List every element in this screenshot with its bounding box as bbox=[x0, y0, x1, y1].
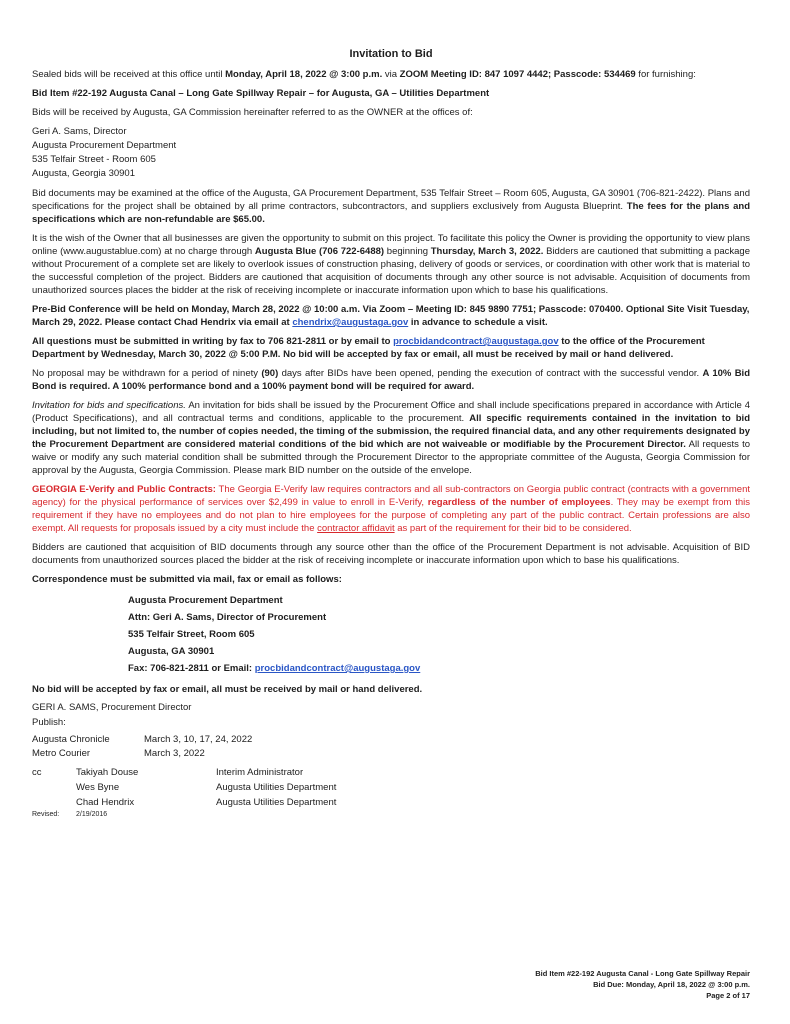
address-line: 535 Telfair Street - Room 605 bbox=[32, 154, 156, 165]
caution-paragraph: Bidders are cautioned that acquisition of BID documents through any source other than the office of the Procurement Department is not advisable. Acquisition of BID documents from unauthorized sources placed the bidder at the risk of receiving incomplete or inaccurate information upon which to base his qualifications. bbox=[32, 542, 750, 566]
text: Bid documents may be examined at the office of the Augusta, GA Procurement Department, 535 Telfair Street – Room 605, Augusta, GA 30901 (706-821-2422). Plans and specifications for the project shall be obtained by all prime contractors, subcontractors, and suppliers exclusively from Augusta Blueprint. bbox=[32, 188, 750, 212]
address-line: Augusta, GA 30901 bbox=[128, 646, 215, 657]
text: Sealed bids will be received at this office until bbox=[32, 69, 226, 80]
address-line: Augusta Procurement Department bbox=[128, 595, 283, 606]
text: Fax: 706-821-2811 or Email: bbox=[128, 663, 255, 674]
signer-name: GERI A. SAMS, Procurement Director bbox=[32, 702, 192, 713]
text: via bbox=[382, 69, 400, 80]
bid-documents-paragraph bbox=[32, 187, 750, 226]
bond-requirements: A 10% Bid Bond is required. A 100% performance bond and a 100% payment bond will be required for award. bbox=[32, 368, 750, 392]
page-number: Page 2 of 17 bbox=[706, 991, 750, 1000]
publication-dates: March 3, 2022 bbox=[144, 748, 205, 759]
text: Bidders are cautioned that submitting a package without Procurement of a complete set are likely to overlook issues of construction phasing, delivery of goods or services, or coordination with other work that is material to the successful completion of the project. Bidders are cautioned that acquisition of documents through any other source is not advisable. Acquisition of documents from unauthorized sources places the bidder at the risk of receiving incomplete or inaccurate information upon which to base his qualifications. bbox=[32, 246, 750, 296]
correspondence-heading: Correspondence must be submitted via mail, fax or email as follows: bbox=[32, 574, 342, 585]
cc-spacer bbox=[32, 795, 76, 810]
fax-email-line bbox=[128, 660, 750, 677]
publication-name: Augusta Chronicle bbox=[32, 734, 110, 745]
cc-row bbox=[32, 765, 750, 780]
text: days after BIDs have been opened, pending the execution of contract with the successful vendor. bbox=[278, 368, 703, 379]
text: No proposal may be withdrawn for a period of ninety bbox=[32, 368, 262, 379]
cc-title: Augusta Utilities Department bbox=[216, 797, 337, 808]
zoom-meeting-info: ZOOM Meeting ID: 847 1097 4442; Passcode: 534469 bbox=[399, 69, 636, 80]
cc-row bbox=[32, 780, 750, 795]
revised-note bbox=[32, 810, 750, 819]
address-line: Augusta Procurement Department bbox=[32, 140, 177, 151]
cc-list bbox=[32, 765, 750, 810]
correspondence-address bbox=[128, 592, 750, 677]
publication-name: Metro Courier bbox=[32, 748, 91, 759]
address-line: Attn: Geri A. Sams, Director of Procurement bbox=[128, 612, 327, 623]
text: All requests to waive or modify any such material condition shall be submitted through the Procurement Director to the appropriate committee of the Augusta, Georgia Commission for approval by the Augusta, Georgia Commission. Please mark BID number on the outside of the envelope. bbox=[32, 439, 750, 476]
start-date: Thursday, March 3, 2022. bbox=[430, 246, 544, 257]
procurement-email-link[interactable]: procbidandcontract@augustaga.gov bbox=[393, 336, 559, 347]
chendrix-email-link[interactable]: chendrix@augustaga.gov bbox=[292, 317, 409, 328]
invitation-specs-paragraph bbox=[32, 399, 750, 477]
e-verify-heading: GEORGIA E-Verify and Public Contracts: bbox=[32, 484, 216, 495]
e-verify-paragraph bbox=[32, 483, 750, 535]
cc-title: Augusta Utilities Department bbox=[216, 782, 337, 793]
page-title: Invitation to Bid bbox=[349, 48, 433, 60]
text: in advance to schedule a visit. bbox=[408, 317, 548, 328]
publish-label: Publish: bbox=[32, 717, 66, 728]
address-line: Augusta, Georgia 30901 bbox=[32, 168, 135, 179]
text: for furnishing: bbox=[635, 69, 696, 80]
text: The Georgia E-Verify law requires contractors and all sub-contractors on Georgia public contract (contracts with a government agency) for the physical performance of services over $2,499 in value to enroll in E-Verify, bbox=[32, 484, 750, 508]
revised-label: Revised: bbox=[32, 811, 60, 818]
fee-notice: The fees for the plans and specifications which are non-refundable are $65.00. bbox=[32, 201, 750, 225]
text: regardless of the number of employees bbox=[427, 497, 611, 508]
text: All questions must be submitted in writing by fax to 706 821-2811 or by email to bbox=[32, 336, 394, 347]
address-line: 535 Telfair Street, Room 605 bbox=[128, 629, 255, 640]
publication-dates: March 3, 10, 17, 24, 2022 bbox=[144, 734, 253, 745]
owner-paragraph: Bids will be received by Augusta, GA Commission hereinafter referred to as the OWNER at the offices of: bbox=[32, 107, 473, 118]
document-page bbox=[32, 48, 750, 819]
bid-item-heading: Bid Item #22-192 Augusta Canal – Long Gate Spillway Repair – for Augusta, GA – Utilities Department bbox=[32, 88, 490, 99]
cc-row bbox=[32, 795, 750, 810]
page-footer bbox=[535, 968, 750, 1001]
no-bid-notice: No bid will be accepted by fax or email, all must be received by mail or hand delivered. bbox=[32, 684, 423, 695]
cc-title: Interim Administrator bbox=[216, 767, 304, 778]
text: An invitation for bids shall be issued by the Procurement Office and shall include specifications prepared in accordance with Article 4 (Product Specifications), and all contractual terms and conditions, applicable to the procurement. bbox=[32, 400, 750, 424]
questions-paragraph bbox=[32, 335, 750, 361]
text: Invitation for bids and specifications. bbox=[32, 400, 186, 411]
text: It is the wish of the Owner that all businesses are given the opportunity to submit on this project. To facilitate this policy the Owner is providing the opportunity to view plans online (www.augustablue.com) at no charge through bbox=[32, 233, 750, 257]
text: beginning bbox=[384, 246, 431, 257]
publish-row bbox=[32, 747, 750, 761]
publish-row bbox=[32, 733, 750, 747]
text: (90) bbox=[261, 368, 279, 379]
pre-bid-paragraph bbox=[32, 303, 750, 329]
text: as part of the requirement for their bid to be considered. bbox=[394, 523, 632, 534]
bid-deadline: Monday, April 18, 2022 @ 3:00 p.m. bbox=[225, 69, 383, 80]
cc-label: cc bbox=[32, 767, 42, 778]
text: . They may be exempt from this requirement if they have no employees and do not plan to hire employees for the purpose of completing any part of the public contract. Certain professions are also exempt. All requests for proposals issued by a city must include the bbox=[32, 497, 750, 534]
footer-bid-due: Bid Due: Monday, April 18, 2022 @ 3:00 p.m. bbox=[593, 980, 750, 989]
cc-name: Chad Hendrix bbox=[76, 797, 135, 808]
revised-date: 2/19/2016 bbox=[76, 811, 108, 818]
owner-wish-paragraph bbox=[32, 232, 750, 297]
cc-name: Takiyah Douse bbox=[76, 767, 139, 778]
correspondence-email-link[interactable]: procbidandcontract@augustaga.gov bbox=[254, 663, 421, 674]
owner-address bbox=[32, 125, 750, 181]
cc-name: Wes Byne bbox=[76, 782, 120, 793]
footer-bid-item: Bid Item #22-192 Augusta Canal - Long Gate Spillway Repair bbox=[535, 969, 750, 978]
cc-spacer bbox=[32, 780, 76, 795]
contractor-affidavit-text: contractor affidavit bbox=[317, 523, 395, 534]
publish-list bbox=[32, 733, 750, 761]
material-conditions: All specific requirements contained in the invitation to bid including, but not limited to, the number of copies needed, the timing of the submission, the required financial data, and any other requirements designated by the Procurement Department are considered material conditions of the bid which are not waiveable or modifiable by the Procurement Director. bbox=[32, 413, 751, 450]
text: to the office of the Procurement Department by Wednesday, March 30, 2022 @ 5:00 P.M. No bid will be accepted by fax or email, all must be received by mail or hand delivered. bbox=[32, 336, 705, 360]
augusta-blue-contact: Augusta Blue (706 722-6488) bbox=[254, 246, 385, 257]
withdrawal-paragraph bbox=[32, 367, 750, 393]
text: Pre-Bid Conference will be held on Monday, March 28, 2022 @ 10:00 a.m. Via Zoom – Meeting ID: 845 9890 7751; Passcode: 070400. Optional Site Visit Tuesday, March 29, 2022. Please contact Chad Hendrix via email at bbox=[32, 304, 750, 328]
address-line: Geri A. Sams, Director bbox=[32, 126, 127, 137]
sealed-bids-paragraph bbox=[32, 68, 750, 81]
